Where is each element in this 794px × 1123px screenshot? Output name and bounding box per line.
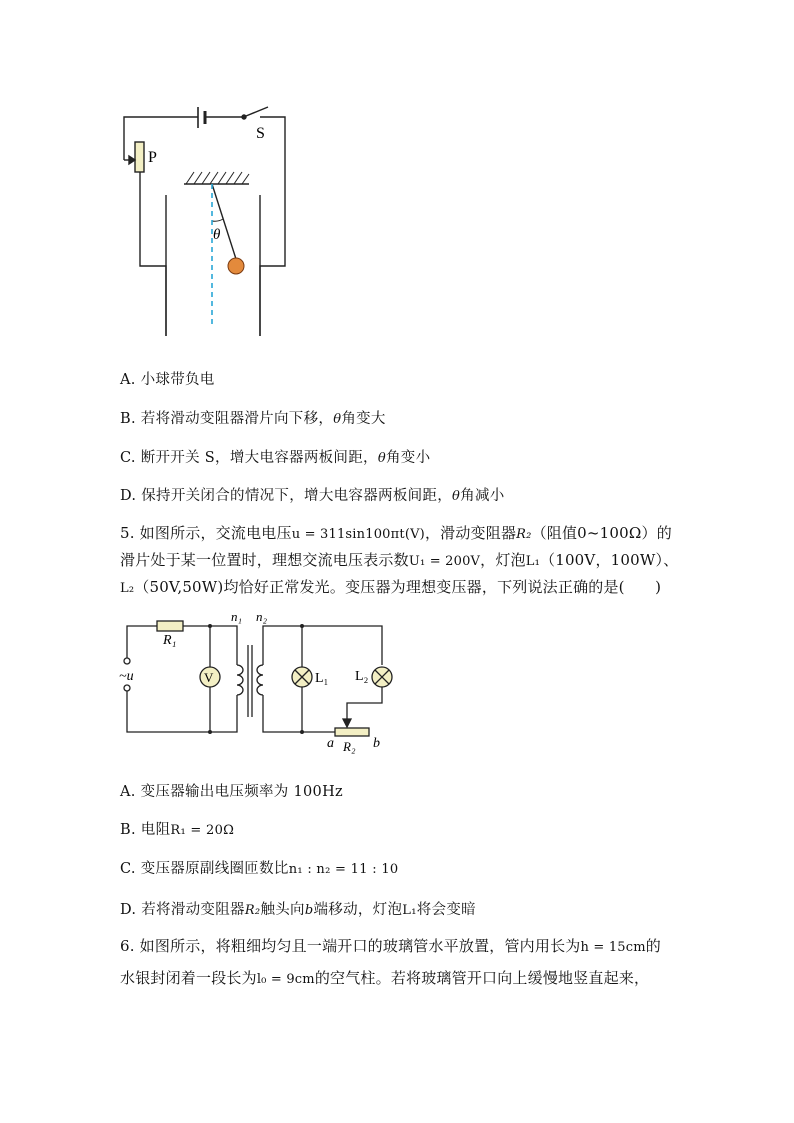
source-label: ~u [119, 669, 134, 684]
q5-stem-line-3 [120, 576, 661, 597]
transformer-circuit-figure [115, 605, 400, 760]
r1-label: R₁ [163, 633, 177, 648]
voltmeter-label: V [204, 670, 214, 685]
q6-stem-line-2 [120, 967, 649, 988]
l2-symbol: L₂ [120, 581, 135, 596]
q5-option-d-text: 触头向 [260, 902, 305, 918]
l0-formula: l₀ = 9cm [256, 972, 315, 987]
q4-option-d-tail: 角减小 [460, 488, 505, 504]
turns-ratio-formula: n₁ : n₂ = 11 : 10 [288, 862, 399, 877]
q5-text: （阻值0~100Ω）的 [531, 524, 672, 542]
q5-option-d-text: 将会变暗 [416, 902, 476, 918]
u1-formula: U₁ = 200V [408, 554, 481, 569]
switch-label: S [256, 125, 265, 142]
theta-symbol: θ [452, 489, 461, 504]
q6-text: 的空气柱。若将玻璃管开口向上缓慢地竖直起来， [314, 969, 650, 987]
r2-symbol: R₂ [244, 903, 261, 918]
b-symbol: b [304, 903, 314, 918]
angle-label: θ [213, 227, 221, 243]
theta-symbol: θ [377, 451, 386, 466]
q5-option-b [120, 818, 234, 839]
q4-option-d [120, 484, 505, 505]
r2-symbol: R₂ [516, 527, 532, 542]
terminal-b-label: b [373, 736, 380, 751]
q4-option-d-text: D. 保持开关闭合的情况下，增大电容器两板间距， [120, 488, 453, 504]
slider-label: P [148, 149, 157, 166]
q5-option-d-text: 端移动，灯泡 [313, 902, 403, 918]
q4-option-b-text: B. 若将滑动变阻器滑片向下移， [120, 411, 334, 427]
l2-label: L₂ [355, 669, 369, 684]
capacitor-pendulum-figure [110, 100, 310, 340]
l1-symbol: L₁ [525, 554, 540, 569]
q5-option-a: A. 变压器输出电压频率为 100Hz [120, 784, 343, 800]
q5-text: （50V,50W)均恰好正常发光。变压器为理想变压器，下列说法正确的是( ) [134, 578, 662, 596]
theta-symbol: θ [333, 412, 342, 427]
terminal-a-label: a [327, 736, 334, 751]
q5-option-b-text: B. 电阻 [120, 822, 171, 838]
q4-option-c-tail: 角变小 [385, 450, 431, 466]
q5-text: 滑片处于某一位置时，理想交流电压表示数 [120, 551, 409, 569]
l1-label: L₁ [315, 671, 329, 686]
h-formula: h = 15cm [580, 940, 646, 955]
q5-option-d [120, 898, 476, 919]
q6-text: 的 [645, 937, 661, 955]
q5-stem-line-1 [120, 522, 672, 543]
r2-label: R₂ [343, 739, 356, 754]
q4-option-c [120, 446, 430, 467]
q6-text: 水银封闭着一段长为 [120, 969, 257, 987]
r1-formula: R₁ = 20Ω [170, 823, 235, 838]
q4-option-b-tail: 角变大 [341, 411, 386, 427]
q6-text: 6. 如图所示，将粗细均匀且一端开口的玻璃管水平放置，管内用长为 [120, 937, 581, 955]
q5-text: 5. 如图所示，交流电电压 [120, 524, 292, 542]
n1-label: n₁ [231, 609, 243, 624]
q5-option-c-text: C. 变压器原副线圈匝数比 [120, 861, 289, 877]
q5-stem-line-2 [120, 549, 678, 570]
q5-text: （100V，100W）、 [540, 551, 679, 569]
q4-option-c-text: C. 断开开关 S，增大电容器两板间距， [120, 450, 378, 466]
l1-symbol: L₁ [402, 903, 417, 918]
voltage-formula: u = 311sin100πt(V) [291, 527, 425, 542]
q4-option-a: A. 小球带负电 [120, 372, 215, 388]
q5-text: ，灯泡 [480, 551, 526, 569]
q4-option-b [120, 407, 386, 428]
q5-text: ，滑动变阻器 [424, 524, 517, 542]
q5-option-d-text: D. 若将滑动变阻器 [120, 902, 245, 918]
n2-label: n₂ [256, 609, 268, 624]
q5-option-c [120, 857, 399, 878]
q6-stem-line-1 [120, 935, 661, 956]
